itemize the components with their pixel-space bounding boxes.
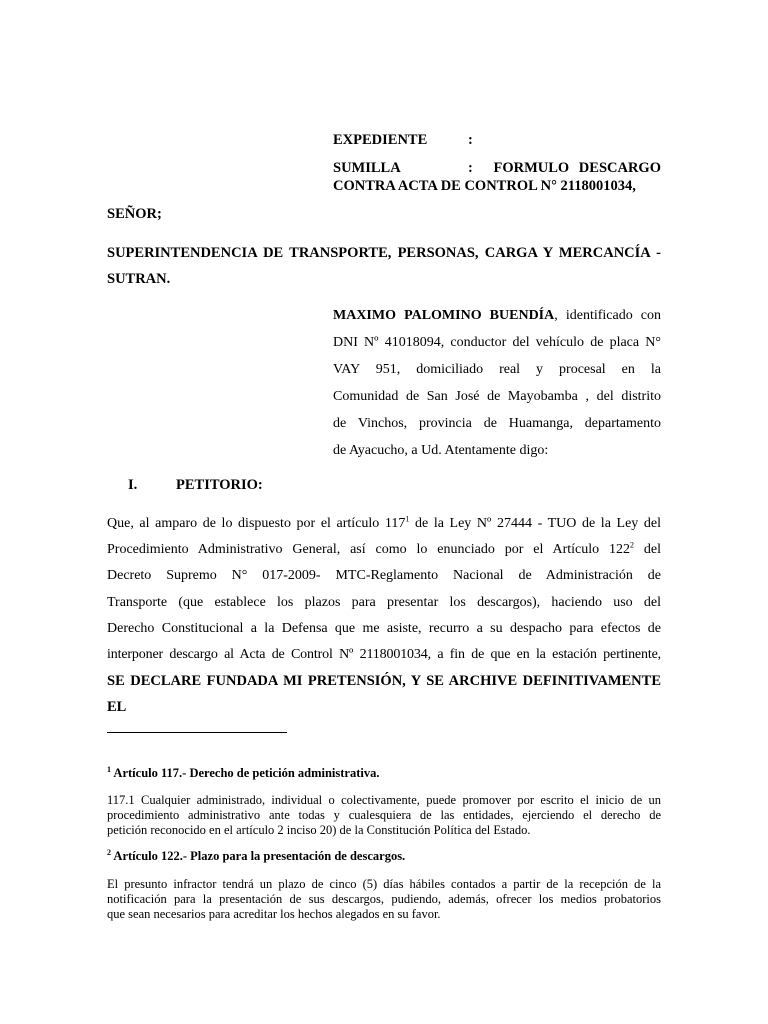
sumilla-value-line1: FORMULO DESCARGO — [493, 160, 661, 176]
fn2-line-3: que sean necesarios para acreditar los hechos alegados en su favor. — [107, 907, 441, 921]
footnote-1-title — [107, 766, 661, 781]
party-line1-rest: , identificado con — [554, 308, 661, 323]
entity-line-1: SUPERINTENDENCIA DE TRANSPORTE, PERSONAS, CARGA Y MERCANCÍA - — [107, 245, 661, 261]
section-title: PETITORIO: — [176, 477, 263, 493]
body-line-2a: Procedimiento Administrativo General, así como lo enunciado por el Artículo 122 — [107, 542, 630, 558]
sumilla-label: SUMILLA — [333, 160, 401, 176]
party-line-5: de Vinchos, provincia de Huamanga, departamento — [333, 416, 661, 431]
party-name: MAXIMO PALOMINO BUENDÍA — [333, 308, 555, 323]
footnote-separator — [107, 732, 287, 733]
sumilla-row-2 — [333, 177, 661, 195]
footnote-2-text — [107, 877, 661, 922]
footnote-2-marker: 2 — [107, 847, 111, 857]
salutation: SEÑOR; — [107, 206, 162, 222]
footnote-1-heading: Artículo 117.- Derecho de petición administrativa. — [111, 766, 380, 780]
body-line-1 — [107, 511, 661, 537]
petition-paragraph — [107, 511, 661, 721]
party-line-4: Comunidad de San José de Mayobamba , del distrito — [333, 389, 661, 404]
body-line-2 — [107, 537, 661, 563]
addressee-entity — [107, 240, 661, 292]
expediente-label: EXPEDIENTE — [333, 132, 428, 148]
expediente-row — [333, 131, 661, 149]
footnote-2-heading: Artículo 122.- Plazo para la presentación de descargos. — [111, 849, 406, 863]
body-line-1b: de la Ley Nº 27444 - TUO de la Ley del — [409, 516, 661, 531]
party-line-1 — [333, 302, 661, 329]
fn1-line-3: petición reconocido en el artículo 2 inciso 20) de la Constitución Política del Estado. — [107, 823, 531, 837]
sumilla-colon: : — [468, 160, 473, 176]
body-line-7: SE DECLARE FUNDADA MI PRETENSIÓN, Y SE ARCHIVE DEFINITIVAMENTE EL — [107, 673, 661, 716]
body-line-1a: Que, al amparo de lo dispuesto por el artículo 117 — [107, 516, 406, 531]
footnote-ref-2: 2 — [630, 540, 634, 550]
footnote-ref-1: 1 — [405, 514, 410, 524]
fn1-line-2: procedimiento administrativo ante todas y cualesquiera de las entidades, ejerciendo el derecho de — [107, 808, 661, 822]
party-line-2: DNI Nº 41018094, conductor del vehículo de placa N° — [333, 335, 661, 350]
fn2-line-2: notificación para la presentación de sus descargos, pudiendo, además, ofrecer los medios probatorios — [107, 892, 661, 906]
party-identification — [333, 302, 661, 464]
body-line-4: Transporte (que establece los plazos para presentar los descargos), haciendo uso del — [107, 594, 661, 610]
body-line-3: Decreto Supremo N° 017-2009- MTC-Reglamento Nacional de Administración de — [107, 568, 661, 584]
party-line-3: VAY 951, domiciliado real y procesal en la — [333, 362, 661, 377]
entity-line-2: SUTRAN. — [107, 271, 171, 287]
body-line-2b: del — [634, 542, 661, 558]
body-line-6: interponer descargo al Acta de Control Nº 2118001034, a fin de que en la estación pertinente, — [107, 647, 661, 663]
footnote-2-title — [107, 849, 661, 864]
section-numeral: I. — [128, 477, 138, 493]
party-line-6: de Ayacucho, a Ud. Atentamente digo: — [333, 443, 549, 458]
footnote-1-marker: 1 — [107, 764, 111, 774]
body-line-5: Derecho Constitucional a la Defensa que me asiste, recurro a su despacho para efectos de — [107, 620, 661, 636]
footnote-1-text — [107, 793, 661, 838]
fn2-line-1: El presunto infractor tendrá un plazo de cinco (5) días hábiles contados a partir de la recepción de la — [107, 877, 661, 891]
sumilla-row — [333, 159, 661, 177]
case-header — [333, 131, 661, 195]
sumilla-value-line2: CONTRA ACTA DE CONTROL N° 2118001034, — [333, 178, 636, 194]
fn1-line-1: 117.1 Cualquier administrado, individual o colectivamente, puede promover por escrito el inicio de un — [107, 793, 661, 807]
expediente-colon: : — [468, 132, 473, 148]
